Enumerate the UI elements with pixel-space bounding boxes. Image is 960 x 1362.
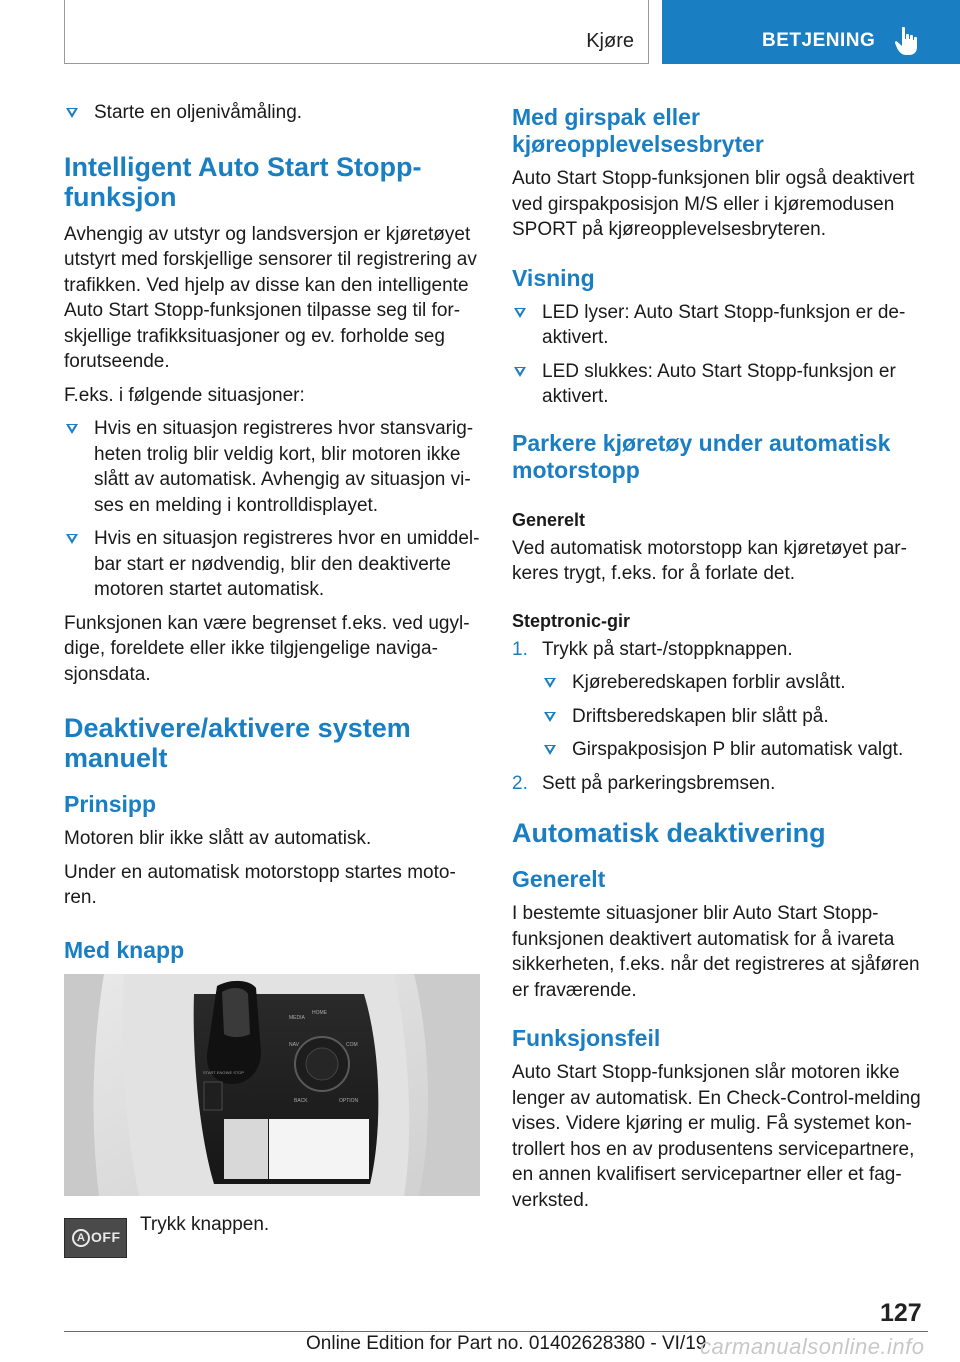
paragraph: F.eks. i følgende situasjoner: [64,384,305,406]
heading-prinsipp: Prinsipp [64,791,157,817]
com-label: COM [346,1041,358,1048]
list-item: 2. Sett på parkeringsbremsen. [512,771,928,797]
heading-generelt-small: Generelt [512,509,586,530]
paragraph: Funksjonen kan være begrenset f.eks. ved ugyldige, foreldete eller ikke tilgjengelige navigasjonsdata. [64,612,470,685]
visning-list [512,300,928,410]
triangle-bullet-icon [66,424,78,434]
step-number: 1. [512,638,528,660]
center-console-illustration [64,974,480,1196]
list-item: LED lyser: Auto Start Stopp-funksjon er deaktivert. [512,300,928,351]
list-item: Starte en oljenivåmåling. [64,100,482,126]
page-number: 127 [880,1299,922,1327]
list-item: Hvis en situasjon registreres hvor stansvarigheten trolig blir veldig kort, blir motoren ikke slått av automatisk. Avhengig av situasjon vises en melding i kontrolldisplayet. [64,416,482,518]
header-section-box [64,0,649,64]
steptronic-steps [512,637,928,797]
option-label: OPTION [339,1097,359,1104]
header-chapter-title: BETJENING [762,30,876,51]
start-stop-label: START ENGINE STOP [203,1069,245,1075]
media-label: MEDIA [289,1014,305,1021]
triangle-bullet-icon [514,367,526,377]
list-item: Girspakposisjon P blir automatisk valgt. [542,737,928,763]
paragraph: Motoren blir ikke slått av automatisk. [64,828,372,849]
triangle-bullet-icon [544,712,556,722]
heading-intelligent-auto-start-stop: Intelligent Auto Start Stopp-funksjon [64,151,422,212]
center-console-photo [64,974,480,1196]
list-item: LED slukkes: Auto Start Stopp-funksjon er aktivert. [512,359,928,410]
sub-list [542,670,928,763]
heading-med-knapp: Med knapp [64,936,185,963]
heading-steptronic: Steptronic-gir [512,610,631,631]
heading-funksjonsfeil: Funksjonsfeil [512,1025,661,1051]
paragraph: Ved automatisk motorstopp kan kjøretøyet parkeres trygt, f.eks. for å forlate det. [512,537,907,584]
triangle-bullet-icon [66,534,78,544]
paragraph: Under en automatisk motorstopp startes motoren. [64,861,456,908]
footer-edition: Online Edition for Part no. 01402628380 - VI/19 [306,1333,707,1354]
triangle-bullet-icon [514,308,526,318]
triangle-bullet-icon [544,745,556,755]
back-label: BACK [294,1097,308,1104]
off-button-row [64,1214,482,1258]
heading-automatisk-deaktivering: Automatisk deaktivering [512,818,826,848]
paragraph: I bestemte situasjoner blir Auto Start Stopp-funksjonen deaktivert automatisk for å ivareta sikkerheten, f.eks. når det registreres at sjåføren er fraværende. [512,903,920,1001]
list-item: Hvis en situasjon registreres hvor en umiddelbar start er nødvendig, blir den deaktiverte motoren startet automatisk. [64,526,482,603]
paragraph: Auto Start Stopp-funksjonen blir også deaktivert ved girspakposisjon M/S eller i kjøremodusen SPORT på kjøreopplevelsesbryteren. [512,168,915,240]
hand-pointer-icon [893,25,923,57]
off-label: OFF [91,1228,121,1245]
triangle-bullet-icon [66,108,78,118]
heading-med-girspak: Med girspak eller kjøreopplevelsesbryter [512,104,764,157]
footer-divider [64,1331,928,1332]
home-label: HOME [312,1009,327,1016]
list-item: 1. Trykk på start-/stoppknappen. Kjøreberedskapen forblir avslått. Driftsberedskapen blir slått på. Girspakposisjon P blir automatisk valgt. [512,637,928,763]
button-caption: Trykk knappen. [140,1213,270,1235]
list-item: Driftsberedskapen blir slått på. [542,704,928,730]
heading-parkere: Parkere kjøretøy under automatisk motorstopp [512,429,891,483]
heading-generelt: Generelt [512,866,606,892]
top-bullet-list [64,100,482,126]
left-column [64,100,482,1258]
list-item: Kjøreberedskapen forblir avslått. [542,670,928,696]
right-column [512,100,928,1221]
situations-list [64,416,482,603]
paragraph: Avhengig av utstyr og landsversjon er kjøretøyet utstyrt med forskjellige sensorer til registrering av trafikken. Ved hjelp av disse kan den intelligente Auto Start Stopp-funksjonen tilpasse seg til forskjellige trafikksituasjoner og ev. forholde seg forutseende. [64,223,477,372]
header-section-title: Kjøre [586,30,634,52]
auto-start-stop-off-button-icon [64,1218,127,1258]
watermark: carmanualsonline.info [700,1334,925,1359]
triangle-bullet-icon [544,678,556,688]
step-number: 2. [512,772,528,794]
paragraph: Auto Start Stopp-funksjonen slår motoren ikke lenger av automatisk. En Check-Control-melding vises. Videre kjøring er mulig. Få systemet kontrollert hos en av produsentens servicepartnere, en annen kvalifisert servicepartner eller et fagverksted. [512,1062,921,1211]
a-circle-icon: A [72,1229,90,1247]
heading-deactivate-activate: Deaktivere/aktivere system manuelt [64,713,411,773]
nav-label: NAV [289,1041,299,1048]
heading-visning: Visning [512,264,595,291]
